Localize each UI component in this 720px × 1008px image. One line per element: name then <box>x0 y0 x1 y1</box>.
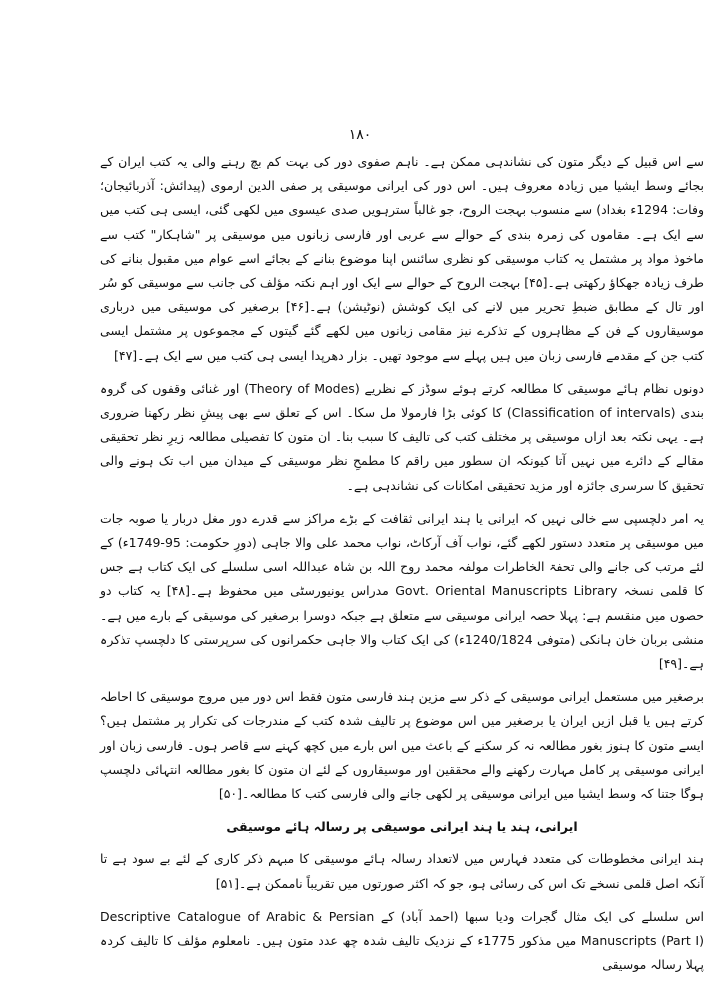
paragraph: برصغیر میں مستعمل ایرانی موسیقی کے ذکر سے مزین ہند فارسی متون فقط اس دور میں مروج موسیقی کا احاطہ کرتے ہیں یا قبل ازیں ایران یا برصغیر میں اس موضوع پر تالیف شدہ کتب کے مندرجات کی تکرار پر مشتمل ہیں؟ ایسے متون کا ہنوز بغور مطالعہ نہ کر سکنے کے باعث میں اس بارے میں کچھ کہنے سے قاصر ہوں۔ فارسی زبان اور ایرانی موسیقی پر کامل مہارت رکھنے والے محققین اور موسیقاروں کے لئے ان متون کا بغور مطالعہ انتہائی دلچسپ ہوگا جتنا کہ وسط ایشیا میں ایرانی موسیقی پر لکھی جانے والی فارسی کتب کا مطالعہ۔[۵۰] <box>100 689 704 802</box>
paragraph: سے اس قبیل کے دیگر متون کی نشاندہی ممکن ہے۔ ناہم صفوی دور کی بہت کم بچ رہنے والی یہ کتب ایران کے بجائے وسط ایشیا میں زیادہ معروف ہیں۔ اس دور کی ایرانی موسیقی پر صفی الدین ارموی (پیدائش: آذربائیجان؛ وفات: 1294ء بغداد) سے منسوب بہجت الروح، جو غالباً سترہویں صدی عیسوی میں لکھی گئی، ایسی ہی کتب میں سے ایک ہے۔ مقاموں کی زمرہ بندی کے حوالے سے عربی اور فارسی زبانوں میں موسیقی پر "شاہکار" کتب سے ماخوذ مواد پر مشتمل یہ کتاب موسیقی کو نظری سائنس اپنا موضوع بنانے کے بجائے اسے عوام میں مقبول بنانے کی طرف زیادہ جھکاؤ رکھتی ہے۔[۴۵] بہجت الروح کے حوالے سے ایک اور اہم نکتہ مؤلف کی جانب سے موسیقی کو سُر اور تال کے مطابق ضبطِ تحریر میں لانے کی ایک کوشش (نوٹیشن) ہے۔[۴۶] برصغیر کی موسیقی میں درباری موسیقاروں کے فن کے مظاہروں کے تذکرے نیز مقامی زبانوں میں لکھے گئے گیتوں کے مجموعوں پر مشتمل ایسی کتب جن کے مقدمے فارسی زبان میں ہیں پہلے سے موجود تھیں۔ بزار دھرپدا ایسی ہی کتب میں سے ایک ہے۔[۴۷] <box>100 154 704 363</box>
paragraph: دونوں نظام ہائے موسیقی کا مطالعہ کرتے ہوئے سوڈز کے نظریے (Theory of Modes) اور غنائی وقفوں کی گروہ بندی (Classification of intervals) کا کوئی بڑا فارمولا مل سکا۔ اس کے تعلق سے بھی پیشِ نظر رکھنا ضروری ہے۔ یہی نکتہ بعد ازاں موسیقی پر مختلف کتب کی تالیف کا سبب بنا۔ ان متون کا تفصیلی مطالعہ زیرِ نظر تحقیقی مقالے کے دائرے میں نہیں آتا کیونکہ ان سطور میں راقم کا مطمحِ نظر موسیقی کے میدان میں اب تک ہونے والی تحقیق کا سرسری جائزہ اور مزید تحقیقی امکانات کی نشاندہی ہے۔ <box>100 380 704 493</box>
paragraph: یہ امر دلچسپی سے خالی نہیں کہ ایرانی یا ہند ایرانی ثقافت کے بڑے مراکز سے قدرے دور مغل دربار یا صوبہ جات میں موسیقی پر متعدد دستور لکھے گئے، نواب آف آرکاٹ، نواب محمد علی والا جاہی (دورِ حکومت: 95-1749ء) کے لئے مرتب کی جانے والی تحفۃ الخاطرات مولفہ محمد روح اللہ بن شاہ عبداللہ اسی سلسلے کی ایک کتاب ہے جس کا قلمی نسخہ Govt. Oriental Manuscripts Library مدراس یونیورسٹی میں محفوظ ہے۔[۴۸] یہ کتاب دو حصوں میں منقسم ہے: پہلا حصہ ایرانی موسیقی سے متعلق ہے جبکہ دوسرا برصغیر کی موسیقی کے بارے میں ہے۔ منشی بربان خان ہانکی (متوفی 1240/1824ء) کی ایک کتاب والا جاہی حکمرانوں کی سرپرستی کا دلچسپ تذکرہ ہے۔[۴۹] <box>100 510 705 672</box>
paragraph: ہند ایرانی مخطوطات کی متعدد فہارس میں لاتعداد رسالہ ہائے موسیقی کا مبہم ذکر کاری کے لئے بے سود ہے تا آنکہ اصل قلمی نسخے تک اس کی رسائی ہو، جو کہ اکثر صورتوں میں تقریباً ناممکن ہے۔[۵۱] <box>100 851 704 891</box>
paragraph: اس سلسلے کی ایک مثال گجرات ودیا سبھا (احمد آباد) کے Descriptive Catalogue of Arabic & Persian Manuscripts (Part I) میں مذکور 1775ء کے نزدیک تالیف شدہ چھ عدد متون ہیں۔ نامعلوم مؤلف کا تالیف کردہ پہلا رسالہ موسیقی <box>100 908 704 973</box>
page-number: ۱۸۰ <box>348 127 372 143</box>
section-subheading: ایرانی، ہند یا ہند ایرانی موسیقی پر رسالہ ہائے موسیقی <box>226 819 578 835</box>
page-body <box>100 150 704 987</box>
